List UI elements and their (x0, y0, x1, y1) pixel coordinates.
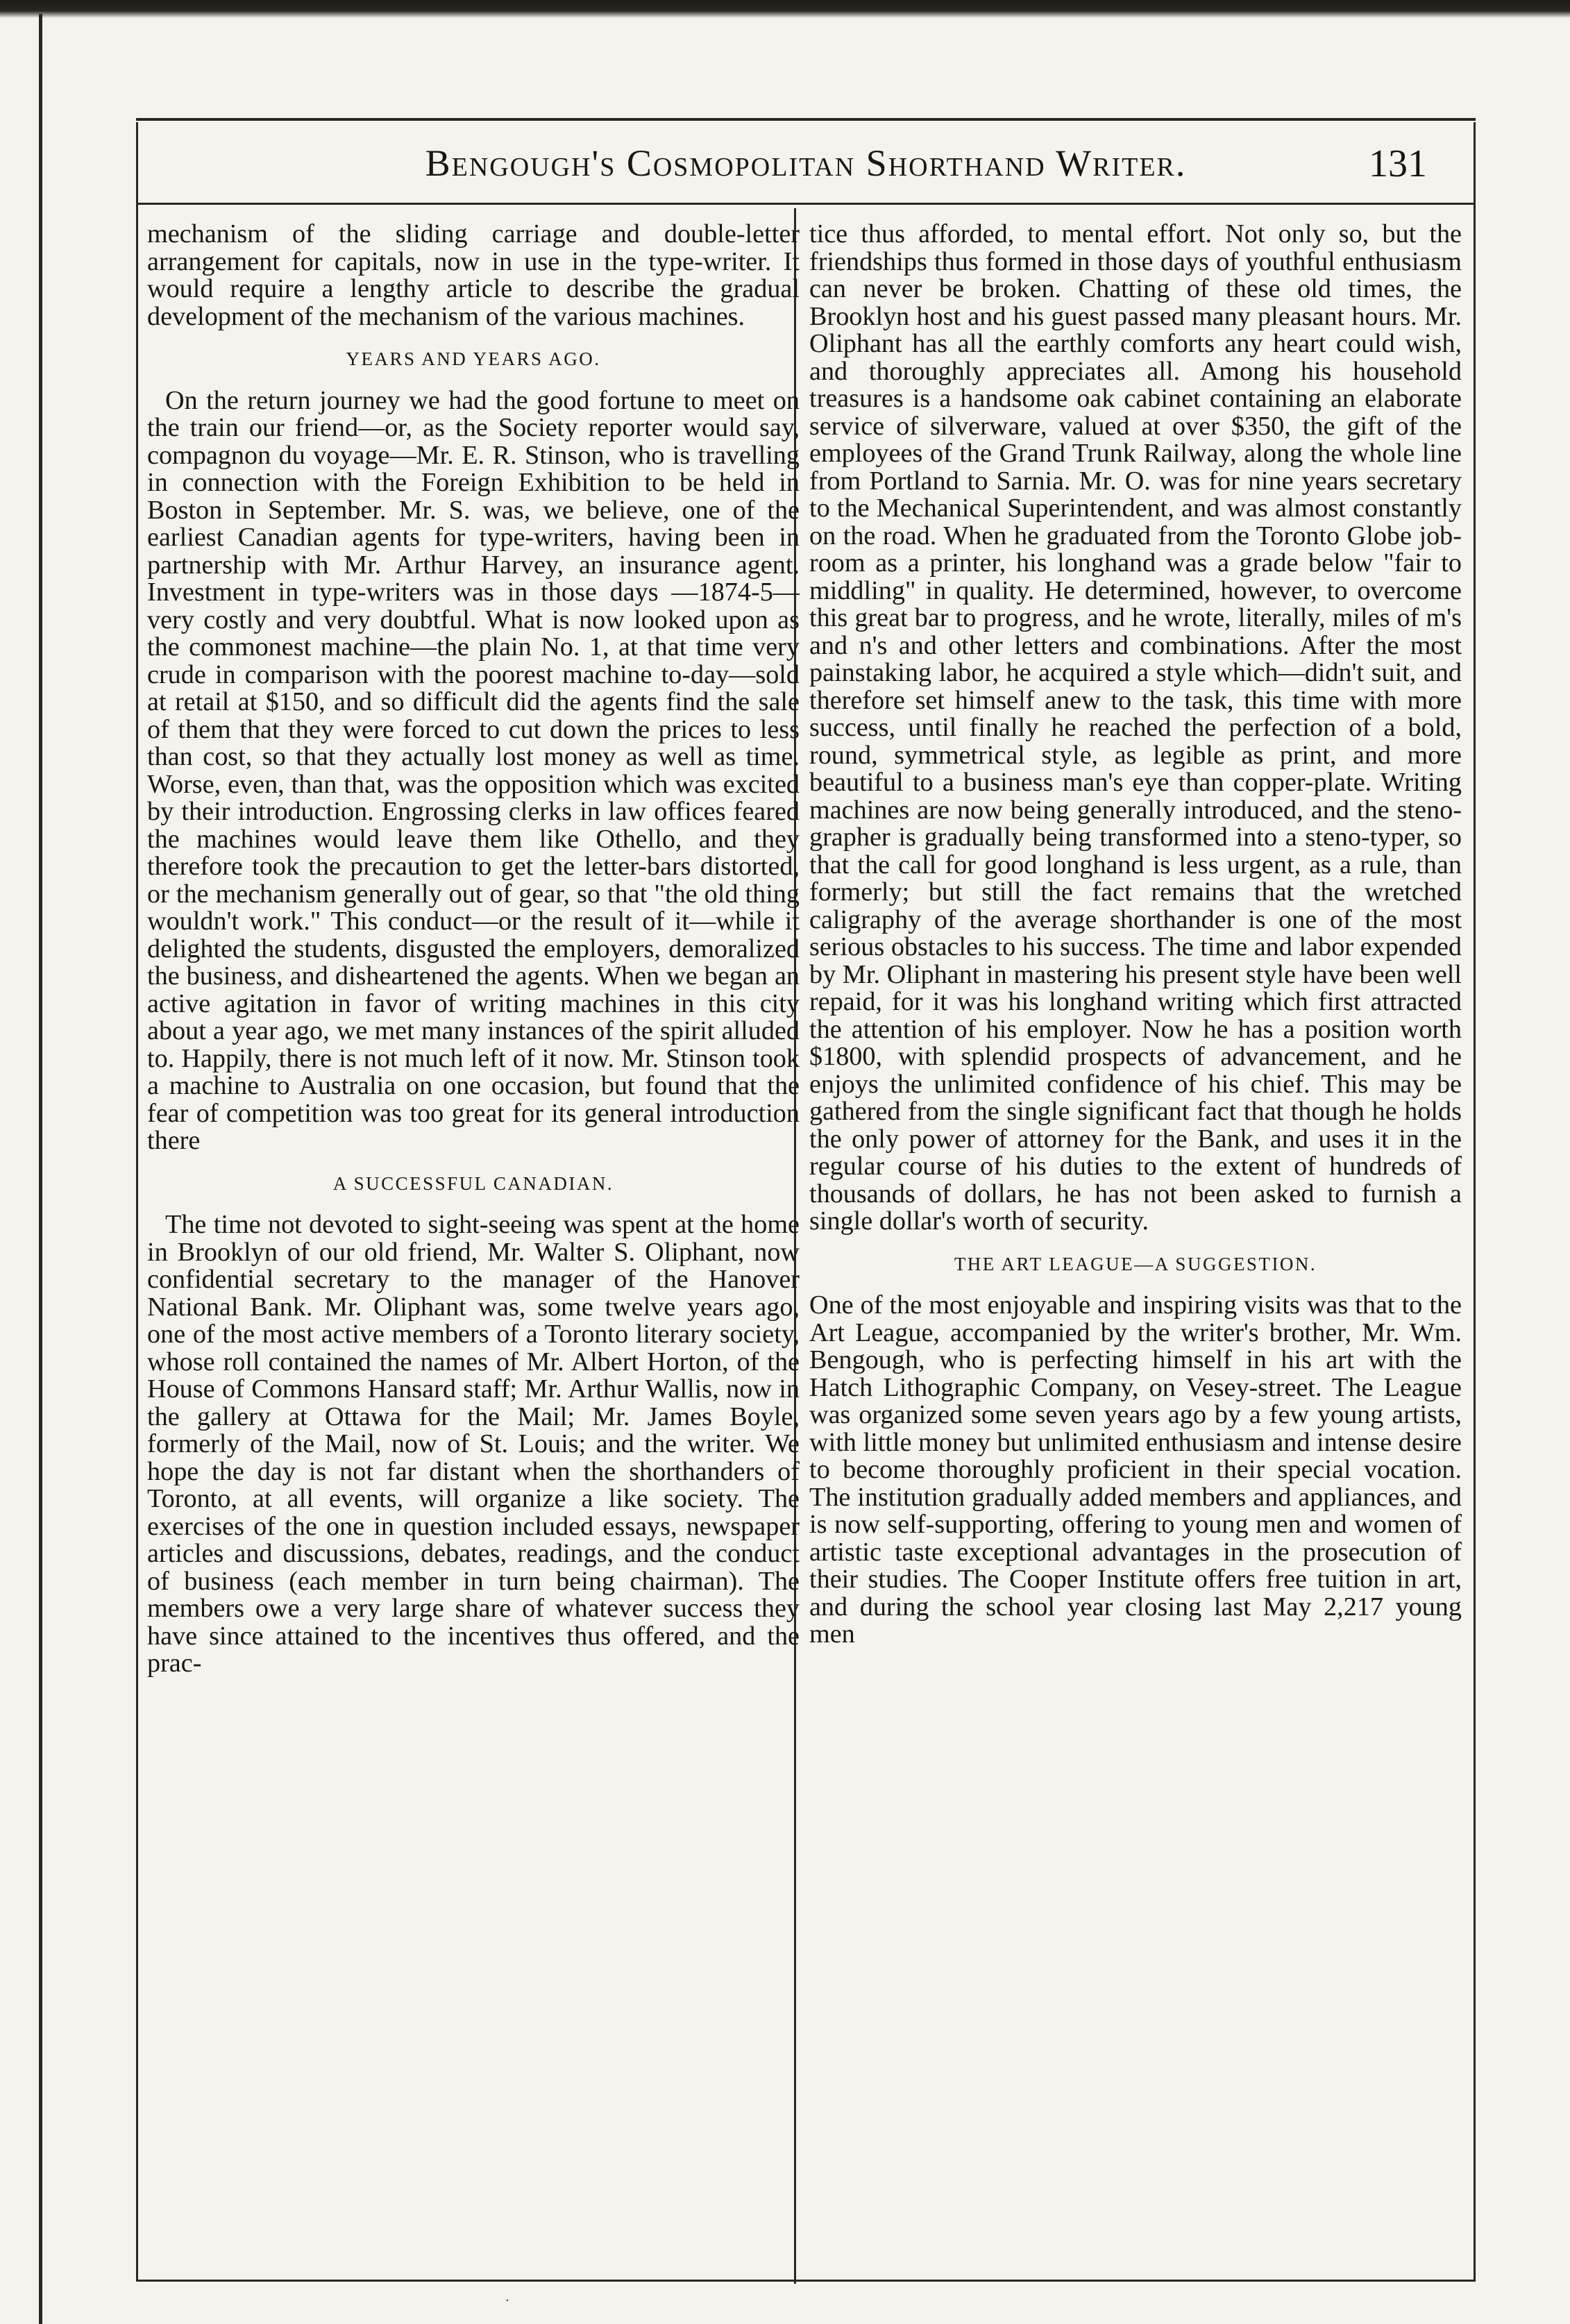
right-column (809, 221, 1462, 1649)
page-fold-edge (0, 0, 1570, 18)
binding-spine (39, 14, 42, 2324)
print-mark: · (505, 2293, 509, 2308)
paragraph: On the return journey we had the good fortune to meet on the train our friend—or, as the Society reporter would say, compagnon du voyage—Mr. E. R. Stinson, who is travelling in connection with the Foreign Exhibition to be held in Boston in September. Mr. S. was, we believe, one of the earliest Canadian agents for type-writers, having been in partnership with Mr. Arthur Harvey, an insurance agent. Investment in type-writers was in those days —1874-5—very costly and very doubtful. What is now looked upon as the commonest machine—the plain No. 1, at that time very crude in comparison with the poorest machine to-day—sold at retail at $150, and so difficult did the agents find the sale of them that they were forced to cut down the prices to less than cost, so that they actually lost money as well as time. Worse, even, than that, was the opposition which was excited by their introduction. Engrossing clerks in law offices feared the machines would leave them like Othello, and they therefore took the precaution to get the letter-bars distorted, or the mechanism generally out of gear, so that "the old thing wouldn't work." This conduct—or the result of it—while it delighted the students, disgusted the employers, demoralized the business, and disheartened the agents. When we began an active agitation in favor of writing machines in this city about a year ago, we met many instances of the spirit alluded to. Happily, there is not much left of it now. Mr. Stinson took a machine to Australia on one occasion, but found that the fear of competition was too great for its general introduction there (147, 385, 800, 1155)
paragraph: One of the most enjoyable and inspiring visits was that to the Art League, accompanied by the writer's brother, Mr. Wm. Bengough, who is perfecting himself in his art with the Hatch Lithographic Company, on Vesey-street. The League was organized some seven years ago by a few young artists, with little money but unlimited enthusiasm and intense desire to become thoroughly proficient in their special vocation. The institution gradually added members and appliances, and is now self-supporting, offering to young men and women of artistic taste exceptional advantages in the prosecution of their studies. The Cooper Institute offers free tuition in art, and during the school year closing last May 2,217 young men (809, 1290, 1462, 1649)
section-heading: A SUCCESSFUL CANADIAN. (332, 1172, 614, 1194)
header-rule (136, 203, 1476, 205)
section-heading: YEARS AND YEARS AGO. (346, 348, 601, 369)
paragraph: mechanism of the sliding carriage and double-letter arrangement for capitals, now in use in the type-writer. It would require a lengthy article to describe the gradual development of the mechanism of the various machines. (147, 219, 800, 331)
paragraph: tice thus afforded, to mental effort. Not only so, but the friendships thus formed in those days of youthful enthusiasm can never be broken. Chatting of these old times, the Brooklyn host and his guest passed many pleasant hours. Mr. Oliphant has all the earthly comforts any heart could wish, and thoroughly appreciates all. Among his household treasures is a handsome oak cabinet containing an elaborate service of silverware, valued at over $350, the gift of the employees of the Grand Trunk Railway, along the whole line from Portland to Sarnia. Mr. O. was for nine years secretary to the Mechanical Superintendent, and was almost constantly on the road. When he graduated from the Toronto Globe job-room as a printer, his longhand was a grade below "fair to middling" in quality. He determined, however, to overcome this great bar to progress, and he wrote, literally, miles of m's and n's and other letters and combinations. After the most painstaking labor, he acquired a style which—didn't suit, and therefore set himself anew to the task, this time with more success, until finally he reached the perfection of a bold, round, symmetrical style, as legible as print, and more beautiful to a business man's eye than copper-plate. Writing machines are now being generally introduced, and the steno-grapher is gradually being transformed into a steno-typer, so that the call for good longhand is less urgent, as a rule, than formerly; but still the fact remains that the wretched caligraphy of the average shorthander is one of the most serious obstacles to his success. The time and labor expended by Mr. Oliphant in mastering his present style have been well repaid, for it was his longhand writing which first attracted the attention of his employer. Now he has a position worth $1800, with splendid prospects of advancement, and he enjoys the unlimited confidence of his chief. This may be gathered from the single significant fact that though he holds the only power of attorney for the Bank, and uses it in the regular course of his duties to the extent of hundreds of thousands of dollars, he has not been asked to furnish a single dollar's worth of security. (809, 219, 1462, 1236)
left-column (147, 221, 800, 1678)
running-header (136, 132, 1476, 194)
paragraph: The time not devoted to sight-seeing was spent at the home in Brooklyn of our old friend, Mr. Walter S. Oliphant, now confidential secretary to the manager of the Hanover National Bank. Mr. Oliphant was, some twelve years ago, one of the most active members of a Toronto literary society, whose roll contained the names of Mr. Albert Horton, of the House of Commons Hansard staff; Mr. Arthur Wallis, now in the gallery at Ottawa for the Mail; Mr. James Boyle, formerly of the Mail, now of St. Louis; and the writer. We hope the day is not far distant when the shorthanders of Toronto, at all events, will organize a like society. The exercises of the one in question included essays, newspaper articles and discussions, debates, readings, and the conduct of business (each member in turn being chairman). The members owe a very large share of whatever success they have since attained to the incentives thus offered, and the prac- (147, 1210, 800, 1678)
top-border (136, 118, 1476, 121)
section-heading: THE ART LEAGUE—A SUGGESTION. (954, 1253, 1317, 1274)
journal-title: Bengough's Cosmopolitan Shorthand Writer. (425, 142, 1187, 184)
page-number: 131 (1369, 142, 1427, 185)
